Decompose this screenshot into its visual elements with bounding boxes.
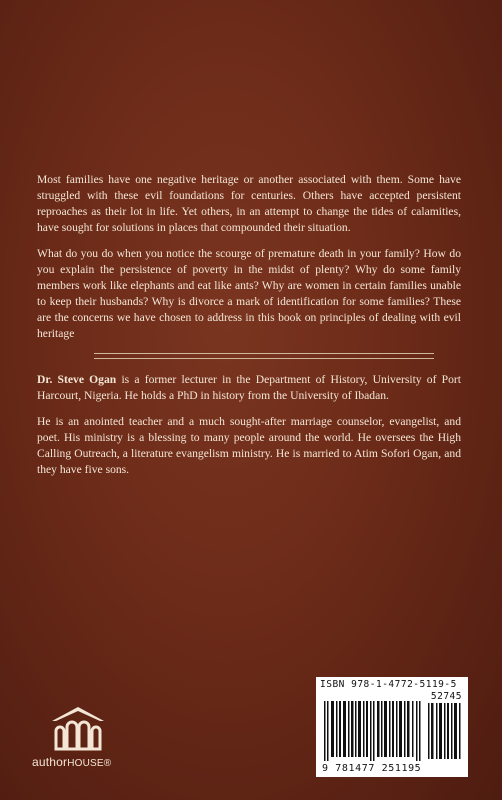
publisher-logo: [32, 705, 142, 769]
house-arches-logo-icon: [48, 705, 108, 751]
book-blurb: [37, 172, 461, 352]
publisher-wordmark-a: author: [32, 755, 68, 769]
bio-paragraph-2: He is an anointed teacher and a much sought-after marriage counselor, evangelist, and poet. His ministry is a blessing to many people around the world. He oversees the High Calling Outreach, a literature evangelism ministry. He is married to Atim Sofori Ogan, and they have five sons.: [37, 415, 461, 476]
blurb-paragraph-1: Most families have one negative heritage or another associated with them. Some have struggled with these evil foundations for centuries. Others have accepted persistent reproaches as their lot in life. Yet others, in an attempt to change the tides of calamities, have sought for solutions in places that compounded their situation.: [37, 173, 461, 234]
isbn-label: ISBN 978-1-4772-5119-5: [320, 679, 457, 690]
blurb-paragraph-2: What do you do when you notice the scourge of premature death in your family? How do you explain the persistence of poverty in the midst of plenty? Why do some family members work like elephants and eat like ants? Why are women in certain families unable to keep their husbands? Why is divorce a mark of identification for some families? These are the concerns we have chosen to address in this book on principles of dealing with evil heritage: [37, 247, 461, 340]
author-bio: [37, 372, 461, 488]
bio-paragraph-1: [37, 372, 461, 404]
barcode-bars-addon: [428, 703, 462, 759]
publisher-wordmark-b: HOUSE®: [67, 758, 112, 769]
publisher-wordmark: [32, 755, 142, 769]
author-name: Dr. Steve Ogan: [37, 373, 117, 386]
barcode-digits: 9 781477 251195: [322, 763, 422, 774]
barcode-bars-main: [324, 691, 424, 761]
isbn-barcode: [316, 677, 468, 777]
section-divider: [94, 353, 434, 359]
price-code: 52745: [430, 691, 462, 702]
bio-intro-text: is a former lecturer in the Department of History, University of Port Harcourt, Nigeria. He holds a PhD in history from the University of Ibadan.: [37, 373, 461, 402]
